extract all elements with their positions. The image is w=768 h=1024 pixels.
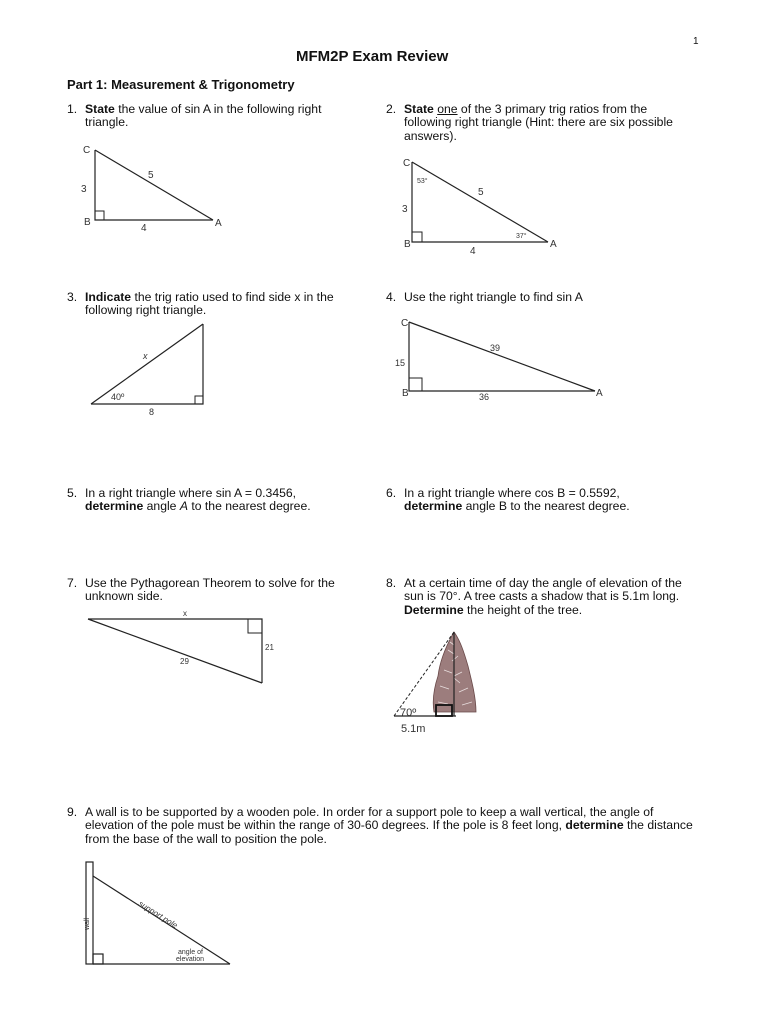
question-number: 4. (386, 290, 397, 304)
vertex-a-label: A (215, 218, 222, 229)
angle-c-label: 53° (417, 178, 428, 185)
question-verb: State (404, 102, 434, 116)
question-number: 5. (67, 486, 78, 500)
support-pole-label: support pole (136, 899, 180, 931)
vertex-a-label: A (596, 388, 603, 399)
vertex-c-label: C (401, 318, 409, 329)
side-ba-label: 4 (141, 223, 147, 234)
vertex-b-label: B (404, 239, 411, 250)
question-verb: determine (85, 499, 144, 514)
page-title: MFM2P Exam Review (296, 48, 449, 65)
question-7 (67, 577, 377, 604)
question-text-cont: angle (143, 499, 180, 514)
base-label: 8 (149, 407, 155, 417)
question-verb: determine (565, 818, 624, 833)
question-verb: Determine (404, 602, 464, 617)
top-side-label: x (183, 609, 187, 618)
side-ba-label: 36 (479, 392, 490, 402)
question-text: Use the Pythagorean Theorem to solve for the unknown side. (85, 576, 335, 604)
angle-label: 70º (400, 707, 417, 719)
question-number: 2. (386, 102, 397, 116)
question-text: At a certain time of day the angle of elevation of the sun is 70°. A tree casts a shadow that is 5.1m long. (404, 576, 682, 604)
wall-shape (86, 862, 93, 964)
question-text: A wall is to be supported by a wooden pole. In order for a support pole to keep a wall vertical, the angle of elevation of the pole must be within the range of 30-60 degrees. If the pole is 8 feet long, (85, 805, 654, 833)
question-number: 6. (386, 486, 397, 500)
q7-triangle-figure (84, 605, 284, 690)
angle-a-label: 37° (516, 233, 527, 240)
part-heading: Part 1: Measurement & Trigonometry (67, 77, 295, 92)
hypotenuse-label: 5 (478, 187, 484, 198)
question-9 (67, 806, 697, 846)
vertex-c-label: C (83, 145, 91, 156)
question-text: In a right triangle where sin A = 0.3456, (85, 486, 297, 500)
question-number: 7. (67, 576, 78, 590)
vertex-c-label: C (403, 158, 411, 169)
angle-label: 40º (111, 392, 125, 402)
question-verb: Indicate (85, 290, 132, 304)
question-text: of the 3 primary trig ratios from the following right triangle (Hint: there are six possible answers). (404, 102, 673, 143)
q1-triangle-figure (75, 140, 235, 240)
question-text: In a right triangle where cos B = 0.5592, (404, 486, 620, 500)
question-8 (386, 577, 696, 617)
question-3 (67, 291, 377, 318)
question-number: 1. (67, 102, 78, 116)
question-text-cont: angle B to the nearest degree. (462, 499, 630, 514)
question-number: 8. (386, 576, 397, 590)
vertex-a-label: A (550, 239, 557, 250)
question-number: 3. (67, 290, 78, 304)
question-text: Use the right triangle to find sin A (404, 290, 583, 304)
q4-triangle-figure (395, 314, 610, 404)
vertex-b-label: B (84, 217, 91, 228)
shadow-length-label: 5.1m (401, 723, 426, 735)
q9-wall-figure (80, 858, 240, 970)
question-1 (67, 103, 367, 130)
question-text-cont: the distance from the base of the wall to position the pole. (85, 818, 693, 846)
question-text-cont: the height of the tree. (463, 602, 583, 617)
question-4 (386, 291, 696, 304)
hypotenuse-label: 5 (148, 170, 154, 181)
q2-triangle-figure (398, 152, 568, 257)
question-number: 9. (67, 805, 78, 819)
underlined-word: one (437, 102, 458, 116)
right-side-label: 21 (265, 643, 274, 652)
side-ba-label: 4 (470, 246, 476, 257)
side-x-label: x (143, 351, 148, 361)
side-cb-label: 15 (395, 358, 406, 368)
vertex-b-label: B (402, 388, 409, 399)
hypotenuse-label: 29 (180, 657, 189, 666)
page-number: 1 (693, 36, 699, 47)
question-text-end: to the nearest degree. (187, 499, 311, 514)
question-text: the trig ratio used to find side x in the following right triangle. (85, 290, 334, 318)
question-2 (386, 103, 696, 143)
question-5 (67, 487, 377, 514)
question-6 (386, 487, 696, 514)
angle-label-line1: angle of (178, 949, 203, 956)
question-verb: determine (404, 499, 463, 514)
angle-label-line2: elevation (176, 956, 205, 963)
angle-variable: A (179, 499, 188, 514)
side-cb-label: 3 (402, 204, 408, 215)
q8-tree-figure (388, 626, 498, 738)
tree-icon (433, 632, 476, 712)
q3-triangle-figure (85, 318, 215, 418)
side-cb-label: 3 (81, 184, 87, 195)
hypotenuse-label: 39 (490, 343, 501, 353)
wall-label: wall (84, 917, 91, 930)
question-verb: State (85, 102, 115, 116)
question-text: the value of sin A in the following right triangle. (85, 102, 322, 130)
